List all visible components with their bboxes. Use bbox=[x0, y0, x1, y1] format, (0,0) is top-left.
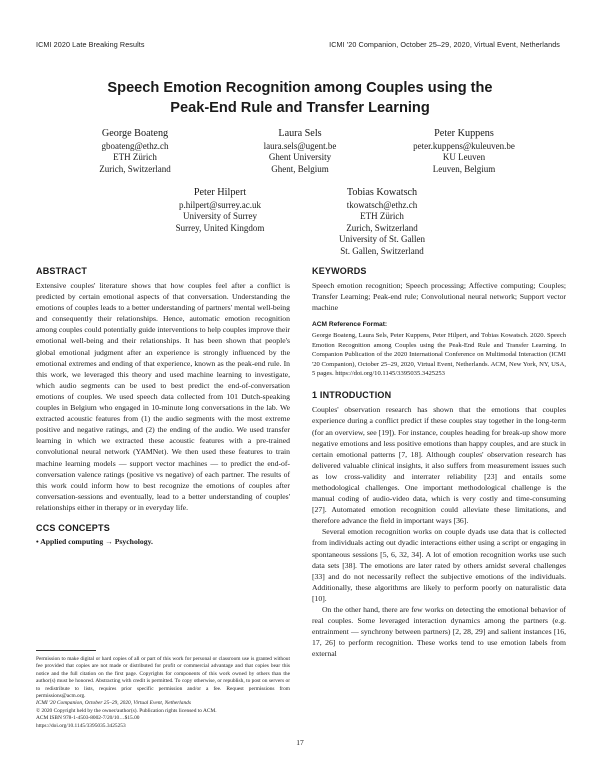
author-email: laura.sels@ugent.be bbox=[263, 140, 337, 151]
author-affiliation: University of Surrey bbox=[183, 211, 257, 222]
author-email: tkowatsch@ethz.ch bbox=[346, 199, 418, 210]
author-location: Ghent, Belgium bbox=[271, 163, 329, 174]
author-block-2 bbox=[215, 128, 385, 175]
doi-link[interactable]: https://doi.org/10.1145/3395035.3425253 bbox=[36, 722, 126, 729]
author-block-4 bbox=[135, 187, 305, 234]
author-affiliation: KU Leuven bbox=[442, 152, 486, 163]
left-column bbox=[36, 266, 290, 546]
author-block-1 bbox=[50, 128, 220, 175]
paper-title bbox=[60, 78, 540, 118]
venue-line: ICMI '20 Companion, October 25–29, 2020, Virtual Event, Netherlands bbox=[36, 700, 191, 707]
author-email: gboateng@ethz.ch bbox=[101, 140, 169, 151]
author-location: Surrey, United Kingdom bbox=[175, 222, 265, 233]
footnote-rule bbox=[36, 650, 96, 651]
author-email: p.hilpert@surrey.ac.uk bbox=[179, 199, 261, 210]
author-affiliation: ETH Zürich bbox=[113, 152, 157, 163]
abstract-heading: ABSTRACT bbox=[36, 266, 88, 276]
acm-reference-heading: ACM Reference Format: bbox=[312, 321, 388, 329]
author-affiliation: Ghent University bbox=[268, 152, 332, 163]
author-location: Zurich, Switzerland bbox=[99, 163, 171, 174]
author-location-2: St. Gallen, Switzerland bbox=[340, 245, 424, 256]
keywords-heading: KEYWORDS bbox=[312, 266, 367, 276]
author-affiliation: ETH Zürich bbox=[360, 211, 404, 222]
page-number: 17 bbox=[296, 738, 304, 747]
permission-text: Permission to make digital or hard copies of all or part of this work for personal or classroom use is granted without fee provided that copies are not made or distributed for profit or commercial advantage and that copies bear this notice and the full citation on the first page. Copyrights for components of this work owned by others than the author(s) must be honored. Abstracting with credit is permitted. To copy otherwise, or republish, to post on servers or to redistribute to lists, requires prior specific permission and/or a fee. Request permissions from permissions@acm.org. bbox=[36, 656, 290, 700]
title-line-2: Peak-End Rule and Transfer Learning bbox=[170, 100, 430, 116]
introduction-heading: 1 INTRODUCTION bbox=[312, 390, 392, 401]
copyright-line: © 2020 Copyright held by the owner/author(s). Publication rights licensed to ACM. bbox=[36, 707, 217, 714]
title-line-1: Speech Emotion Recognition among Couples using the bbox=[107, 80, 493, 96]
intro-paragraph-1: Couples' observation research has shown that the emotions that couples experience during a conflict predict if these couples stay together in the long-term (for an overview, see [19]). For instance, couples heading for break-up show more negative emotions and less positive emotions than happy couples, and are stuck in certain emotional patterns [7, 18]. Although couples' observation research has delivered valuable clinical insights, it also suffers from measurement issues such as low cross-validity and interrater reliability [23] and entails some methodological challenges. One important methodological challenge is the manual coding of audio-video data, which is very costly and time-consuming [27]. Automated emotion recognition could alleviate these limitations, and therefore advance the field in important ways [36]. bbox=[312, 405, 566, 526]
author-name: Peter Hilpert bbox=[193, 187, 247, 198]
intro-paragraph-2: Several emotion recognition works on couple dyads use data that is collected from individuals acting out dyadic interactions either using a script or engaging in spontaneous sessions [5, 6, 32, 34]. A lot of emotion recognition works use such data sets [38]. The emotions are later rated by others amidst several challenges [33] and do not necessarily reflect the subjective emotions of the individuals. Additionally, these algorithms are likely to perform poorly on naturalistic data [10]. bbox=[312, 527, 566, 603]
acm-reference-text: George Boateng, Laura Sels, Peter Kuppens, Peter Hilpert, and Tobias Kowatsch. 2020. Speech Emotion Recognition among Couples using the Peak-End Rule and Transfer Learning. In Companion Publication of the 2020 International Conference on Multimodal Interaction (ICMI '20 Companion), October 25–29, 2020, Virtual Event, Netherlands. ACM, New York, NY, USA, 5 pages. https://doi.org/10.1145/3395035.3425253 bbox=[312, 332, 566, 377]
permission-footnote bbox=[36, 656, 290, 730]
author-block-3 bbox=[379, 128, 549, 175]
isbn-line: ACM ISBN 978-1-4503-8002-7/20/10…$15.00 bbox=[36, 715, 140, 722]
abstract-text: Extensive couples' literature shows that how couples feel after a conflict is predicted by certain emotional aspects of that conversation. Understanding the emotions of couples leads to a better understanding of partners' mental well-being and consequently their relationships. Hence, automatic emotion recognition among couples could potentially guide interventions to help couples improve their emotional well-being and their relationships. It has been shown that people's global emotional judgment after an experience is strongly influenced by the emotional extremes and ending of that experience, known as the peak-end rule. In this work, we leveraged this theory and used machine learning to investigate, which audio segments can be used to best predict the end-of-conversation emotions of couples. We used speech data collected from 101 Dutch-speaking couples in Belgium who engaged in 10-minute long conversations in the lab. We extracted acoustic features from (1) the audio segments with the most extreme positive and negative ratings, and (2) the ending of the audio. We used transfer learning in which we extracted these acoustic features with a pre-trained convolutional neural network (YAMNet). We then used these features to train machine learning models — support vector machines — to predict the end-of-conversation valence ratings (positive vs negative) of each partner. The results of this work could inform how to best recognize the emotions of couples after conversation-sessions and eventually, lead to a better understanding of couples' relationships either in therapy or in everyday life. bbox=[36, 281, 290, 512]
ccs-text: • Applied computing → Psychology. bbox=[36, 536, 153, 546]
author-name: George Boateng bbox=[101, 128, 169, 139]
right-column bbox=[312, 266, 566, 659]
author-name: Tobias Kowatsch bbox=[346, 187, 418, 198]
author-name: Laura Sels bbox=[278, 128, 322, 139]
keywords-text: Speech emotion recognition; Speech processing; Affective computing; Couples; Transfer Learning; Peak-end rule; Convolutional neural network; Support vector machine bbox=[312, 281, 566, 313]
author-affiliation-2: University of St. Gallen bbox=[339, 234, 425, 245]
author-location: Zurich, Switzerland bbox=[346, 222, 418, 233]
ccs-concepts bbox=[36, 537, 290, 546]
author-location: Leuven, Belgium bbox=[432, 163, 496, 174]
running-header-right: ICMI '20 Companion, October 25–29, 2020, Virtual Event, Netherlands bbox=[329, 40, 560, 49]
author-block-5 bbox=[297, 187, 467, 258]
author-email: peter.kuppens@kuleuven.be bbox=[413, 140, 515, 151]
ccs-heading: CCS CONCEPTS bbox=[36, 522, 110, 533]
intro-paragraph-3: On the other hand, there are few works on detecting the emotional behavior of real couples. Some leveraged interaction dynamics among the partners (e.g. entrainment — synchrony between partners) [2, 28, 29] and salient instances [16, 17, 26] to perform recognition. These works tend to use emotion labels from external bbox=[312, 605, 566, 659]
running-header-left: ICMI 2020 Late Breaking Results bbox=[36, 40, 145, 49]
author-name: Peter Kuppens bbox=[434, 128, 494, 139]
